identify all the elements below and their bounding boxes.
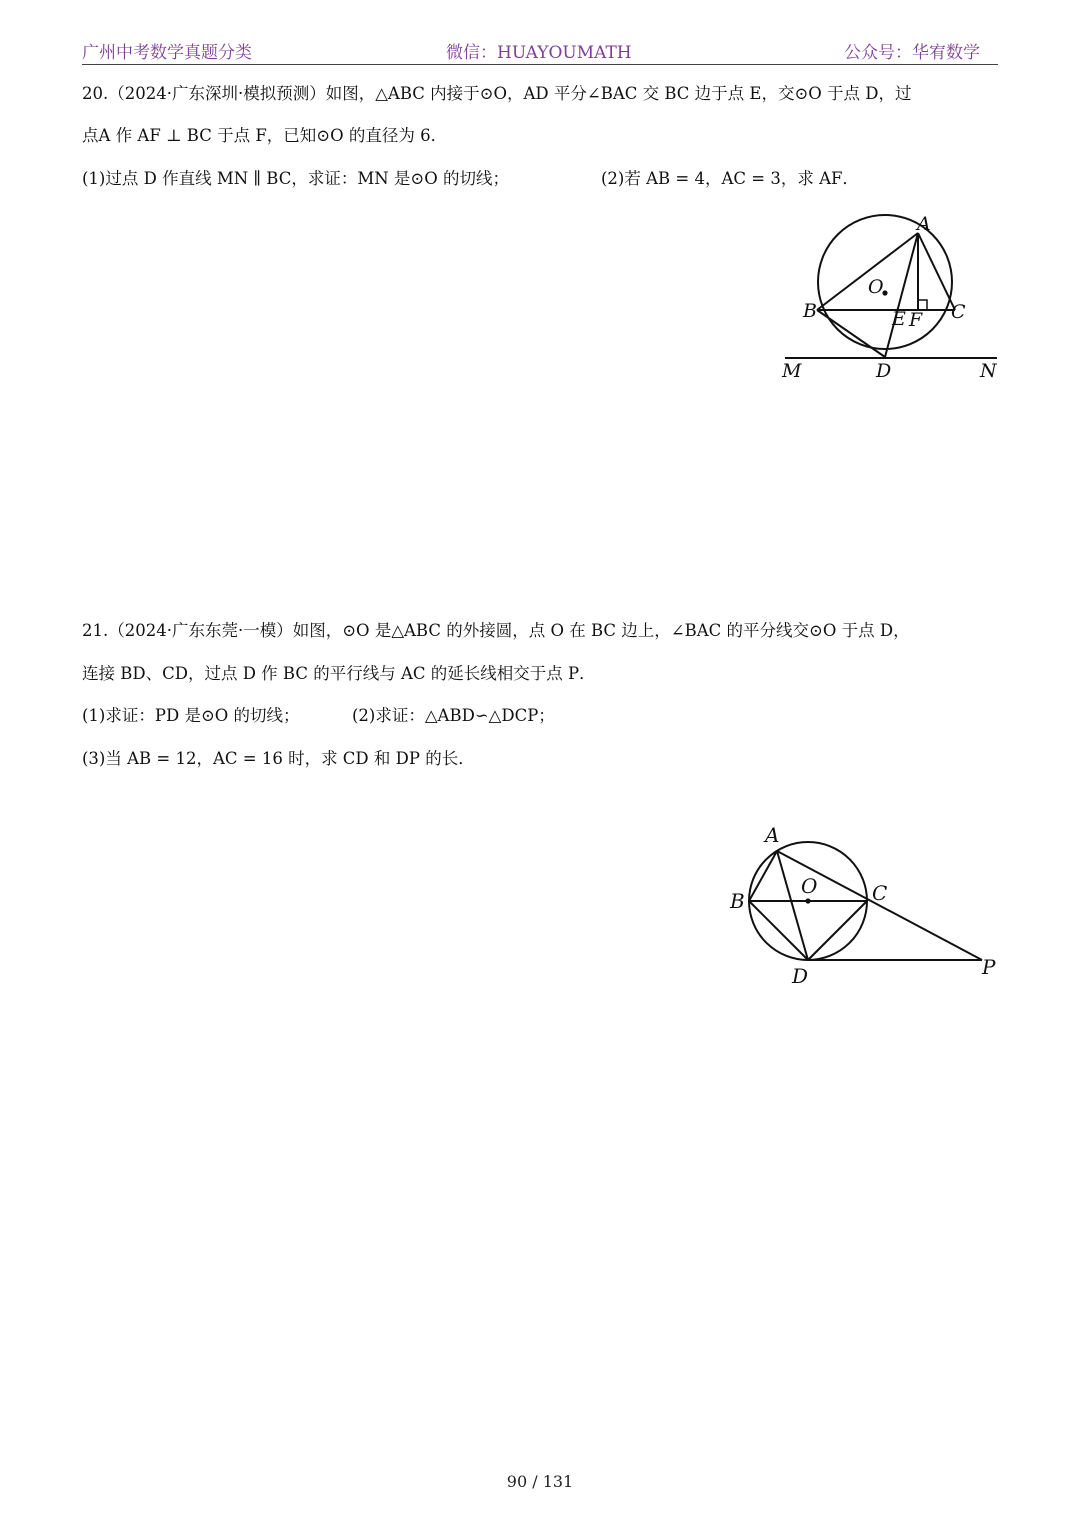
q21-stem-line1: 21.（2024·广东东莞·一模）如图，⊙O 是△ABC 的外接圆，点 O 在 BC 边上，∠BAC 的平分线交⊙O 于点 D， <box>82 621 910 640</box>
q20-part2: (2)若 AB = 4，AC = 3，求 AF． <box>601 169 859 188</box>
q20-label-d: D <box>876 360 892 382</box>
q21-segment-ab <box>749 851 777 901</box>
q21-stem-line2: 连接 BD、CD，过点 D 作 BC 的平行线与 AC 的延长线相交于点 P． <box>82 664 596 683</box>
header-title: 广州中考数学真题分类 <box>82 43 252 63</box>
q20-label-a: A <box>917 213 931 235</box>
q20-label-n: N <box>980 360 997 382</box>
q20-label-b: B <box>803 300 817 322</box>
page-header <box>82 38 998 64</box>
q20-segment-bd <box>817 310 885 357</box>
q20-label-m: M <box>782 360 802 382</box>
q20-label-o: O <box>868 276 884 298</box>
q20-stem-line1: 20.（2024·广东深圳·模拟预测）如图，△ABC 内接于⊙O，AD 平分∠BAC 交 BC 边于点 E，交⊙O 于点 D，过 <box>82 84 912 103</box>
q20-label-c: C <box>951 301 966 323</box>
q20-label-e: E <box>892 308 906 330</box>
q20-circle <box>818 215 952 349</box>
q21-part3: (3)当 AB = 12，AC = 16 时，求 CD 和 DP 的长． <box>82 749 475 768</box>
header-wechat: 微信：HUAYOUMATH <box>446 43 632 63</box>
q21-part1: (1)求证：PD 是⊙O 的切线； <box>82 706 300 725</box>
q21-segment-acp <box>777 851 982 960</box>
q20-segment-ad <box>885 233 918 357</box>
q20-label-f: F <box>909 309 923 331</box>
q20-segment-ac <box>918 233 955 310</box>
q21-label-d: D <box>792 964 809 988</box>
q21-center-dot <box>805 898 810 903</box>
q21-label-c: C <box>872 881 888 905</box>
q21-label-a: A <box>765 823 780 847</box>
q20-segment-ab <box>817 233 918 310</box>
header-divider <box>82 64 998 65</box>
q21-figure <box>725 820 1010 995</box>
header-account: 公众号：华宥数学 <box>844 43 980 63</box>
q20-part1: (1)过点 D 作直线 MN ∥ BC，求证：MN 是⊙O 的切线； <box>82 169 510 188</box>
page-number: 90 / 131 <box>506 1472 574 1491</box>
q21-part2: (2)求证：△ABD∽△DCP； <box>352 706 555 725</box>
q21-label-b: B <box>730 889 745 913</box>
q20-figure <box>775 205 1005 385</box>
q21-label-p: P <box>982 955 996 979</box>
q21-label-o: O <box>801 874 818 898</box>
q20-stem-line2: 点A 作 AF ⊥ BC 于点 F，已知⊙O 的直径为 6． <box>82 126 448 145</box>
